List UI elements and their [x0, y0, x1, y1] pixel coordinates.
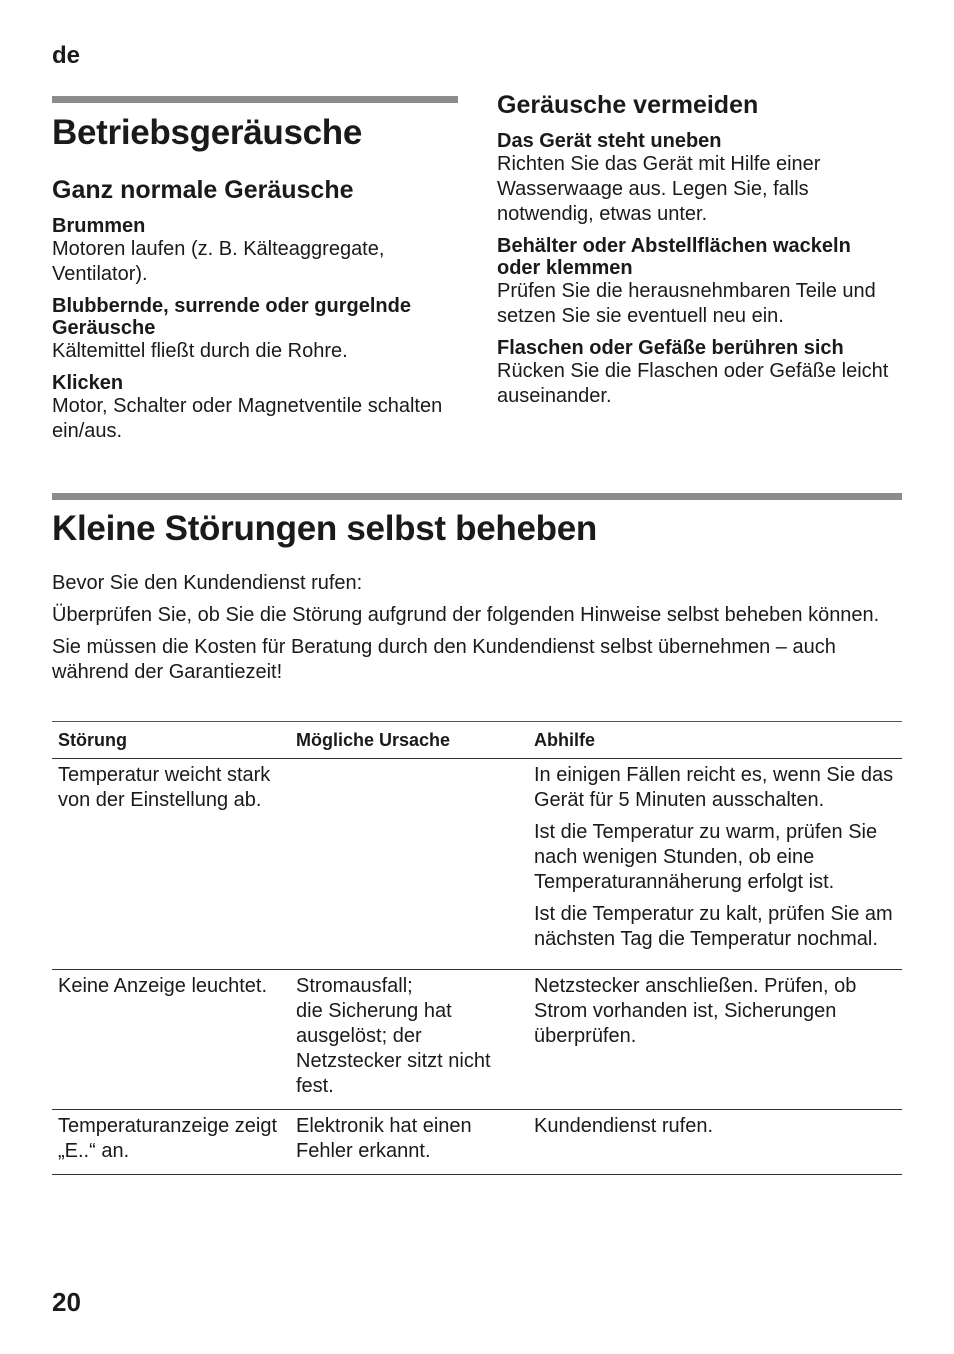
- table-row: [52, 1110, 902, 1175]
- cause-line: Stromausfall;: [296, 975, 413, 997]
- noise-desc: Motoren laufen (z. B. Kälteaggregate, Ventilator).: [52, 238, 385, 285]
- header-remedy: Abhilfe: [528, 722, 902, 759]
- cell-problem: Keine Anzeige leuchtet.: [52, 970, 290, 1110]
- avoid-item: [497, 235, 897, 329]
- troubleshooting-table: [52, 721, 902, 1175]
- remedy-text: Kundendienst rufen.: [534, 1115, 714, 1137]
- page-number: 20: [52, 1287, 81, 1317]
- table-row: [52, 759, 902, 970]
- remedy-text: In einigen Fällen reicht es, wenn Sie das Gerät für 5 Minuten ausschalten.: [534, 764, 894, 811]
- avoid-term: Das Gerät steht uneben: [497, 130, 722, 152]
- cell-remedy: [528, 1110, 902, 1175]
- noise-desc: Kältemittel fließt durch die Rohre.: [52, 340, 348, 362]
- noise-item: [52, 372, 457, 444]
- cell-problem: Temperatur weicht stark von der Einstellung ab.: [52, 759, 290, 970]
- table-row: [52, 970, 902, 1110]
- cause-line: die Sicherung hat ausgelöst; der Netzstecker sitzt nicht fest.: [296, 1000, 491, 1097]
- cell-remedy: [528, 759, 902, 970]
- noise-term: Brummen: [52, 215, 146, 237]
- noise-item: [52, 215, 457, 287]
- avoid-desc: Rücken Sie die Flaschen oder Gefäße leicht auseinander.: [497, 360, 889, 407]
- troubleshooting-section: [52, 509, 902, 685]
- cell-remedy: [528, 970, 902, 1110]
- noise-section-right: [497, 91, 897, 417]
- cell-cause: [290, 970, 528, 1110]
- cell-problem: Temperaturanzeige zeigt „E..“ an.: [52, 1110, 290, 1175]
- remedy-text: Ist die Temperatur zu kalt, prüfen Sie am nächsten Tag die Temperatur nochmal.: [534, 903, 893, 950]
- noise-item: [52, 295, 457, 364]
- avoid-term: Flaschen oder Gefäße berühren sich: [497, 337, 844, 359]
- table-header-row: [52, 722, 902, 759]
- avoid-item: [497, 130, 897, 227]
- intro-paragraph: Bevor Sie den Kundendienst rufen:: [52, 572, 363, 594]
- section-title-noises: Betriebsgeräusche: [52, 113, 363, 152]
- noise-section-left: [52, 113, 457, 452]
- avoid-item: [497, 337, 897, 409]
- heading-normal-noises: Ganz normale Geräusche: [52, 176, 354, 204]
- noise-desc: Motor, Schalter oder Magnetventile schalten ein/aus.: [52, 395, 443, 442]
- avoid-term: Behälter oder Abstellflächen wackeln oder klemmen: [497, 235, 851, 279]
- header-cause: Mögliche Ursache: [290, 722, 528, 759]
- noise-term: Klicken: [52, 372, 124, 394]
- remedy-text: Netzstecker anschließen. Prüfen, ob Strom vorhanden ist, Sicherungen überprüfen.: [534, 975, 857, 1047]
- section-divider: [52, 96, 458, 103]
- avoid-desc: Richten Sie das Gerät mit Hilfe einer Wasserwaage aus. Legen Sie, falls notwendig, etwas unter.: [497, 153, 821, 225]
- intro-paragraph: Überprüfen Sie, ob Sie die Störung aufgrund der folgenden Hinweise selbst beheben können.: [52, 604, 880, 626]
- cell-cause: Elektronik hat einen Fehler erkannt.: [290, 1110, 528, 1175]
- cell-cause: [290, 759, 528, 970]
- language-code: de: [52, 42, 81, 69]
- avoid-desc: Prüfen Sie die herausnehmbaren Teile und setzen Sie sie eventuell neu ein.: [497, 280, 876, 327]
- header-problem: Störung: [52, 722, 290, 759]
- troubleshooting-table-wrap: [52, 721, 902, 1175]
- remedy-text: Ist die Temperatur zu warm, prüfen Sie nach wenigen Stunden, ob eine Temperaturannäherung erfolgt ist.: [534, 821, 878, 893]
- section-divider: [52, 493, 902, 500]
- noise-term: Blubbernde, surrende oder gurgelnde Geräusche: [52, 295, 411, 339]
- section-title-troubleshooting: Kleine Störungen selbst beheben: [52, 509, 597, 548]
- heading-avoid-noises: Geräusche vermeiden: [497, 91, 759, 119]
- warranty-paragraph: Sie müssen die Kosten für Beratung durch den Kundendienst selbst übernehmen – auch während der Garantiezeit!: [52, 636, 836, 683]
